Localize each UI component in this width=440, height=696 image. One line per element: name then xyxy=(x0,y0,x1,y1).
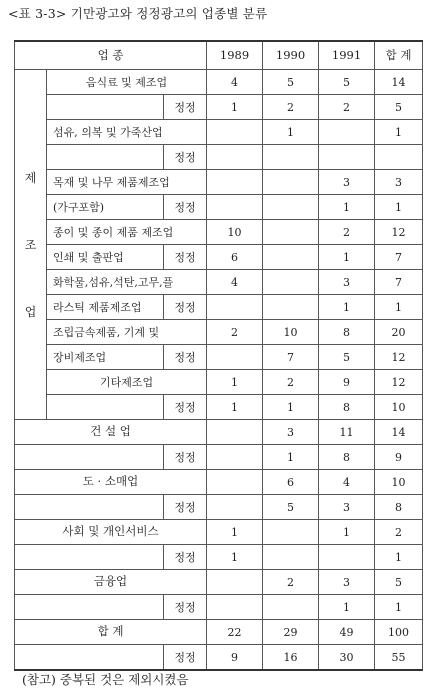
cell: 1 xyxy=(207,520,263,545)
table-row xyxy=(15,495,423,520)
row-label xyxy=(15,495,164,520)
table-row xyxy=(15,95,423,120)
cell: 1 xyxy=(263,395,319,420)
cell: 2 xyxy=(263,370,319,395)
cell: 8 xyxy=(319,320,375,345)
row-label: 종이 및 종이 제품 제조업 xyxy=(47,220,207,245)
table-row xyxy=(15,420,423,445)
cell xyxy=(263,170,319,195)
cell xyxy=(207,445,263,470)
cell: 1 xyxy=(319,520,375,545)
row-label: 목재 및 나무 제품제조업 xyxy=(47,170,207,195)
cell xyxy=(207,495,263,520)
cell: 1 xyxy=(263,445,319,470)
cell xyxy=(263,245,319,270)
correction-label: 정정 xyxy=(164,295,207,320)
cell xyxy=(207,570,263,595)
cell: 4 xyxy=(207,70,263,95)
row-label xyxy=(47,145,164,170)
row-label xyxy=(15,545,164,570)
row-label: 섬유, 의복 및 가죽산업 xyxy=(47,120,207,145)
cell: 12 xyxy=(375,370,423,395)
row-label: 금융업 xyxy=(15,570,207,595)
cell: 14 xyxy=(375,70,423,95)
cell: 14 xyxy=(375,420,423,445)
cell: 1 xyxy=(375,195,423,220)
cell: 11 xyxy=(319,420,375,445)
cell xyxy=(207,170,263,195)
cell: 1 xyxy=(263,120,319,145)
manufacturing-label: 제 조 업 xyxy=(15,70,47,420)
table-row xyxy=(15,145,423,170)
cell xyxy=(207,195,263,220)
cell: 1 xyxy=(375,120,423,145)
cell: 55 xyxy=(375,645,423,671)
cell xyxy=(263,595,319,620)
row-label: 사회 및 개인서비스 xyxy=(15,520,207,545)
row-label: (가구포함) xyxy=(47,195,164,220)
header-1990: 1990 xyxy=(263,41,319,70)
cell xyxy=(263,270,319,295)
cell: 3 xyxy=(319,270,375,295)
table-row xyxy=(15,445,423,470)
cell: 5 xyxy=(375,570,423,595)
cell: 12 xyxy=(375,220,423,245)
cell: 49 xyxy=(319,620,375,645)
row-label: 건 설 업 xyxy=(15,420,207,445)
cell: 8 xyxy=(319,395,375,420)
cell: 1 xyxy=(207,95,263,120)
table-row xyxy=(15,345,423,370)
industry-classification-table xyxy=(14,40,423,671)
header-industry: 업 종 xyxy=(15,41,207,70)
row-label xyxy=(47,95,164,120)
cell xyxy=(263,520,319,545)
cell: 9 xyxy=(207,645,263,671)
cell: 2 xyxy=(375,520,423,545)
row-label: 장비제조업 xyxy=(47,345,164,370)
table-row xyxy=(15,170,423,195)
cell xyxy=(319,120,375,145)
cell xyxy=(263,145,319,170)
cell: 2 xyxy=(319,95,375,120)
cell: 8 xyxy=(319,445,375,470)
cell: 16 xyxy=(263,645,319,671)
cell: 5 xyxy=(263,495,319,520)
cell: 6 xyxy=(207,245,263,270)
cell: 3 xyxy=(319,570,375,595)
cell: 3 xyxy=(375,170,423,195)
cell: 30 xyxy=(319,645,375,671)
correction-label: 정정 xyxy=(164,345,207,370)
cell: 5 xyxy=(319,70,375,95)
cell: 2 xyxy=(263,95,319,120)
table-row xyxy=(15,570,423,595)
table-row xyxy=(15,520,423,545)
cell xyxy=(263,195,319,220)
correction-label: 정정 xyxy=(164,395,207,420)
correction-label: 정정 xyxy=(164,95,207,120)
cell: 29 xyxy=(263,620,319,645)
cell xyxy=(207,345,263,370)
cell: 7 xyxy=(375,270,423,295)
cell: 7 xyxy=(263,345,319,370)
table-row xyxy=(15,545,423,570)
cell: 1 xyxy=(319,195,375,220)
cell: 1 xyxy=(319,295,375,320)
row-label xyxy=(15,595,164,620)
cell: 1 xyxy=(375,595,423,620)
cell: 2 xyxy=(207,320,263,345)
cell: 5 xyxy=(319,345,375,370)
cell xyxy=(207,420,263,445)
correction-label: 정정 xyxy=(164,245,207,270)
cell: 10 xyxy=(375,395,423,420)
cell: 1 xyxy=(375,295,423,320)
cell: 4 xyxy=(319,470,375,495)
cell: 1 xyxy=(375,545,423,570)
table-row xyxy=(15,270,423,295)
correction-label: 정정 xyxy=(164,195,207,220)
row-label: 합 계 xyxy=(15,620,207,645)
cell: 2 xyxy=(319,220,375,245)
row-label: 기타제조업 xyxy=(47,370,207,395)
cell: 7 xyxy=(375,245,423,270)
cell xyxy=(207,470,263,495)
table-row xyxy=(15,595,423,620)
cell: 10 xyxy=(263,320,319,345)
table-row xyxy=(15,295,423,320)
cell xyxy=(207,145,263,170)
header-1991: 1991 xyxy=(319,41,375,70)
cell: 1 xyxy=(319,595,375,620)
cell: 10 xyxy=(375,470,423,495)
cell: 3 xyxy=(263,420,319,445)
cell: 1 xyxy=(207,370,263,395)
cell: 1 xyxy=(207,395,263,420)
row-label xyxy=(47,395,164,420)
cell xyxy=(207,295,263,320)
correction-label: 정정 xyxy=(164,645,207,671)
cell: 100 xyxy=(375,620,423,645)
cell xyxy=(263,220,319,245)
cell: 1 xyxy=(319,245,375,270)
table-caption: <표 3-3> 기만광고와 정정광고의 업종별 분류 xyxy=(8,6,268,21)
correction-label: 정정 xyxy=(164,545,207,570)
table-row xyxy=(15,370,423,395)
cell xyxy=(319,545,375,570)
cell: 9 xyxy=(375,445,423,470)
cell: 8 xyxy=(375,495,423,520)
cell xyxy=(319,145,375,170)
table-row xyxy=(15,195,423,220)
table-row xyxy=(15,320,423,345)
cell: 6 xyxy=(263,470,319,495)
row-label: 라스틱 제품제조업 xyxy=(47,295,164,320)
cell: 4 xyxy=(207,270,263,295)
header-total: 합 계 xyxy=(375,41,423,70)
row-label xyxy=(15,445,164,470)
correction-label: 정정 xyxy=(164,445,207,470)
cell xyxy=(207,120,263,145)
cell xyxy=(263,295,319,320)
table-row xyxy=(15,245,423,270)
cell: 9 xyxy=(319,370,375,395)
cell: 12 xyxy=(375,345,423,370)
cell: 1 xyxy=(207,545,263,570)
cell: 3 xyxy=(319,170,375,195)
row-label xyxy=(15,645,164,671)
cell: 5 xyxy=(375,95,423,120)
cell: 3 xyxy=(319,495,375,520)
cell xyxy=(263,545,319,570)
footnote: (참고) 중복된 것은 제외시켰음 xyxy=(22,672,189,687)
table-row xyxy=(15,70,423,95)
table-row xyxy=(15,120,423,145)
correction-label: 정정 xyxy=(164,595,207,620)
header-row xyxy=(15,41,423,70)
cell: 22 xyxy=(207,620,263,645)
row-label: 도 · 소매업 xyxy=(15,470,207,495)
cell: 5 xyxy=(263,70,319,95)
cell: 10 xyxy=(207,220,263,245)
row-label: 조립금속제품, 기계 및 xyxy=(47,320,207,345)
row-label: 음식료 및 제조업 xyxy=(47,70,207,95)
correction-label: 정정 xyxy=(164,145,207,170)
row-label: 화학물,섬유,석탄,고무,플 xyxy=(47,270,207,295)
row-label: 인쇄 및 출판업 xyxy=(47,245,164,270)
table-row xyxy=(15,395,423,420)
header-1989: 1989 xyxy=(207,41,263,70)
cell xyxy=(375,145,423,170)
cell: 2 xyxy=(263,570,319,595)
cell xyxy=(207,595,263,620)
total-row xyxy=(15,645,423,671)
table-row xyxy=(15,470,423,495)
correction-label: 정정 xyxy=(164,495,207,520)
cell: 20 xyxy=(375,320,423,345)
total-row xyxy=(15,620,423,645)
table-row xyxy=(15,220,423,245)
